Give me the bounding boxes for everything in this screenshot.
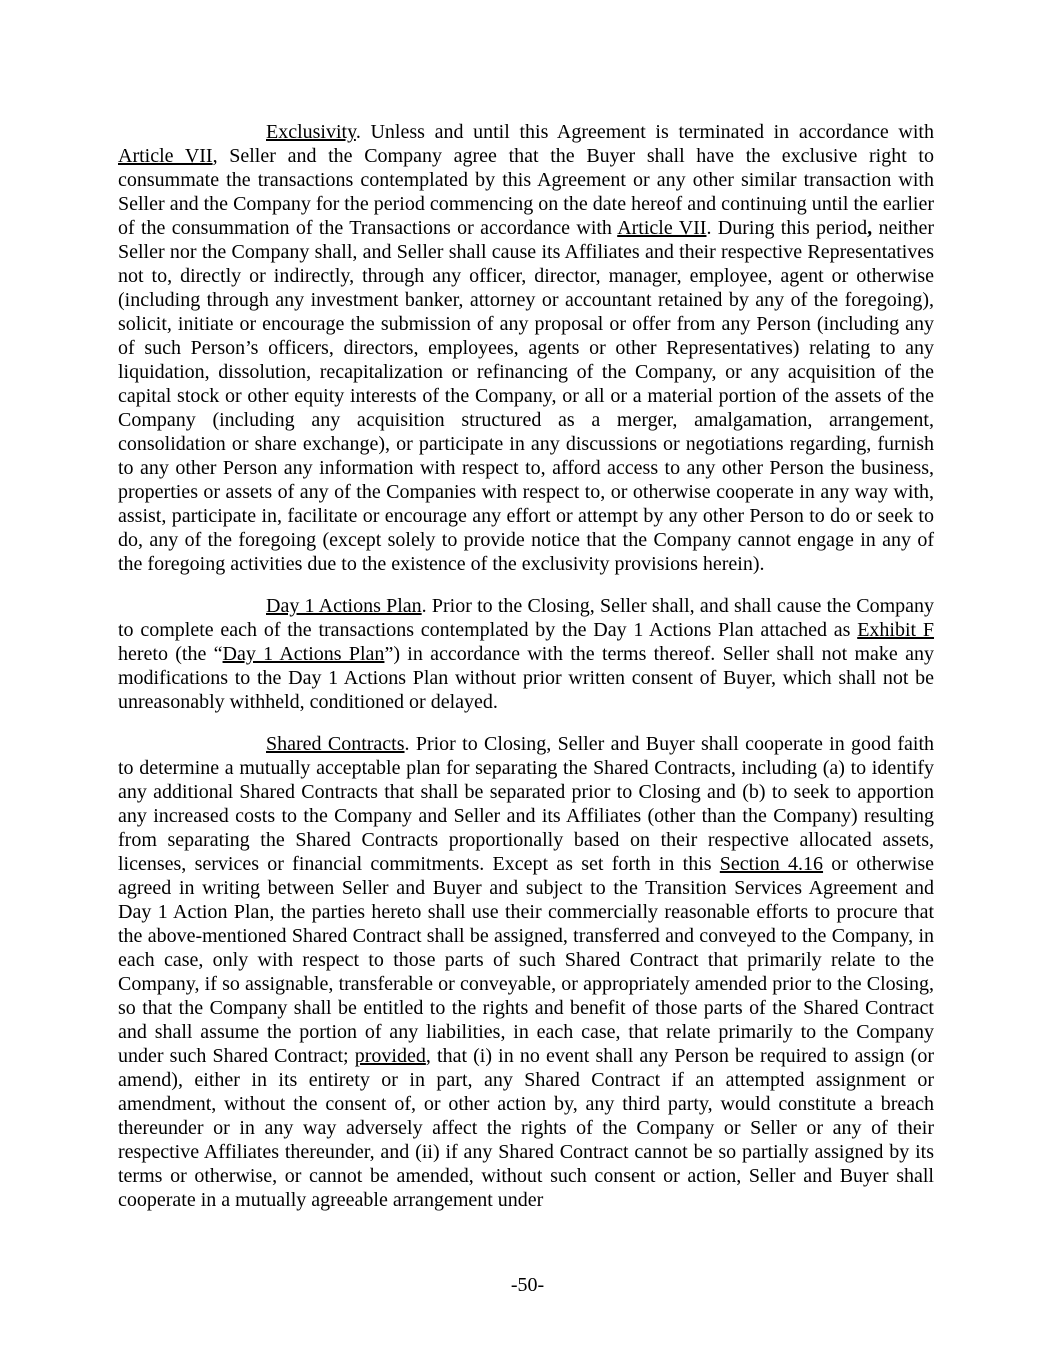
text-segment: . During this period [706,217,868,239]
page-content [118,120,934,1230]
text-segment: . Prior to the Closing, Seller shall, and shall cause the Company to complete each of the transactions contemplated by the Day 1 Actions Plan attached as [118,595,934,641]
underlined-text-segment: Shared Contracts [266,733,405,755]
text-segment: hereto (the “ [118,643,223,665]
text-segment: . Prior to Closing, Seller and Buyer shall cooperate in good faith to determine a mutually acceptable plan for separating the Shared Contracts, including (a) to identify any additional Shared Contracts that shall be separated prior to Closing and (b) to seek to apportion any increased costs to the Company and Seller and its Affiliates (other than the Company) resulting from separating the Shared Contracts proportionally based on their respective allocated assets, licenses, services or financial commitments. Except as set forth in this [118,733,934,875]
underlined-text-segment: Day 1 Actions Plan [266,595,422,617]
text-segment: neither Seller nor the Company shall, and Seller shall cause its Affiliates and their respective Representatives not to, directly or indirectly, through any officer, director, manager, employee, agent or otherwise (including through any investment banker, attorney or accountant retained by any of the foregoing), solicit, initiate or encourage the submission of any proposal or offer from any Person (including any of such Person’s officers, directors, employees, agents or other Representatives) relating to any liquidation, dissolution, recapitalization or refinancing of the Company, or any acquisition of the capital stock or other equity interests of the Company, or all or a material portion of the assets of the Company (including any acquisition structured as a merger, amalgamation, arrangement, consolidation or share exchange), or participate in any discussions or negotiations regarding, furnish to any other Person any information with respect to, afford access to any other Person the business, properties or assets of any of the Companies with respect to, or otherwise cooperate in any way with, assist, participate in, facilitate or encourage any effort or attempt by any other Person to do or seek to do, any of the foregoing (except solely to provide notice that the Company cannot engage in any of the foregoing activities due to the existence of the exclusivity provisions herein). [118,217,935,575]
underlined-text-segment: provided [354,1045,426,1067]
underlined-text-segment: Exhibit F [857,619,934,641]
text-segment: , that (i) in no event shall any Person be required to assign (or amend), either in its entirety or in part, any Shared Contract if an attempted assignment or amendment, without the consent of, or other action by, any third party, would constitute a breach thereunder or in any way adversely affect the rights of the Company or Seller or any of their respective Affiliates thereunder, and (ii) if any Shared Contract cannot be so partially assigned by its terms or otherwise, or cannot be amended, without such consent or action, Seller and Buyer shall cooperate in a mutually agreeable arrangement under [118,1045,934,1211]
text-segment: , Seller and the Company agree that the Buyer shall have the exclusive right to consummate the transactions contemplated by this Agreement or any other similar transaction with Seller and the Company for the period commencing on the date hereof and continuing until the earlier of the consummation of the Transactions or accordance with [118,145,934,239]
text-segment: or otherwise agreed in writing between Seller and Buyer and subject to the Transition Services Agreement and Day 1 Action Plan, the parties hereto shall use their commercially reasonable efforts to procure that the above-mentioned Shared Contract shall be assigned, transferred and conveyed to the Company, in each case, only with respect to those parts of such Shared Contract that primarily relate to the Company, if so assignable, transferable or conveyable, or appropriately amended prior to the Closing, so that the Company shall be entitled to the rights and benefit of those parts of the Shared Contract and shall assume the portion of any liabilities, in each case, that relate primarily to the Company under such Shared Contract; [118,853,934,1067]
text-segment: , [867,217,873,239]
underlined-text-segment: Exclusivity [266,121,356,143]
text-segment: ”) in accordance with the terms thereof. Seller shall not make any modifications to the Day 1 Actions Plan without prior written consent of Buyer, which shall not be unreasonably withheld, conditioned or delayed. [118,643,934,713]
text-segment: . Unless and until this Agreement is terminated in accordance with [355,121,934,143]
page-number: -50- [510,1274,545,1296]
underlined-text-segment: Section 4.16 [719,853,824,875]
paragraph-exclusivity [118,120,934,576]
underlined-text-segment: Article VII [118,145,213,167]
paragraph-day-1-actions-plan [118,594,934,714]
underlined-text-segment: Article VII [617,217,707,239]
underlined-text-segment: Day 1 Actions Plan [222,643,385,665]
paragraph-shared-contracts [118,732,934,1212]
